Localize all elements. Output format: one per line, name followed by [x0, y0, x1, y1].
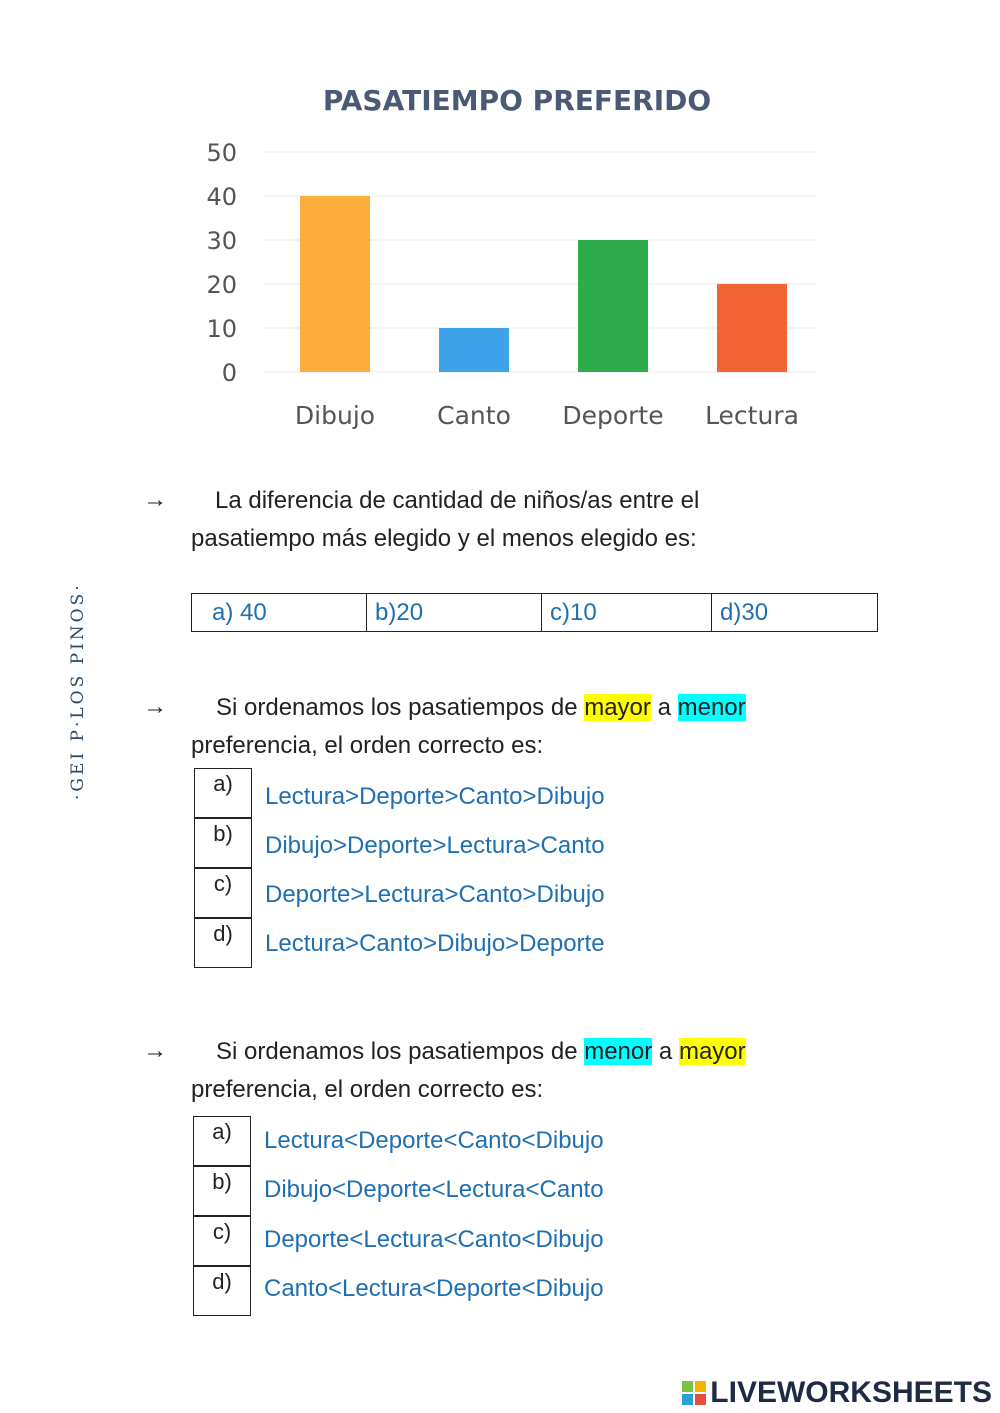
bar-deporte [578, 240, 648, 372]
q3-text-pre: Si ordenamos los pasatiempos de [216, 1038, 578, 1065]
school-side-logo: ·GEI P·LOS PINOS· [68, 582, 88, 800]
q2-option-b-text[interactable]: Dibujo>Deporte>Lectura>Canto [265, 832, 605, 859]
y-tick-label: 40 [206, 183, 237, 211]
q3-highlight-menor: menor [584, 1038, 653, 1065]
q3-option-b-box[interactable]: b) [193, 1166, 251, 1216]
x-tick-label: Deporte [562, 401, 664, 430]
q2-text-pre: Si ordenamos los pasatiempos de [216, 694, 578, 721]
q3-option-d-box[interactable]: d) [193, 1266, 251, 1316]
bar-dibujo [300, 196, 370, 372]
q3-option-c-box[interactable]: c) [193, 1216, 251, 1266]
q1-arrow: → [143, 486, 167, 513]
q2-option-c-box[interactable]: c) [194, 868, 252, 918]
q1-answer-table [191, 593, 878, 632]
q2-option-d-box[interactable]: d) [194, 918, 252, 968]
q1-option-d[interactable]: d)30 [720, 599, 769, 626]
q3-highlight-mayor: mayor [678, 1038, 746, 1065]
y-tick-label: 30 [206, 227, 237, 255]
q1-option-b[interactable]: b)20 [367, 594, 542, 631]
x-tick-label: Dibujo [294, 401, 376, 430]
q2-arrow: → [143, 693, 167, 720]
q2-option-a-box[interactable]: a) [194, 768, 252, 818]
q3-option-a-text[interactable]: Lectura<Deporte<Canto<Dibujo [264, 1127, 604, 1154]
brand-name: LIVEWORKSHEETS [710, 1376, 992, 1409]
q3-option-c-text[interactable]: Deporte<Lectura<Canto<Dibujo [264, 1226, 604, 1253]
q2-highlight-mayor: mayor [584, 694, 651, 721]
bar-canto [439, 328, 509, 372]
y-tick-label: 10 [206, 315, 237, 343]
q3-option-a-box[interactable]: a) [193, 1116, 251, 1166]
q2-option-c-text[interactable]: Deporte>Lectura>Canto>Dibujo [265, 881, 605, 908]
q2-text-mid: a [657, 694, 671, 721]
q2-highlight-menor: menor [677, 694, 746, 721]
x-tick-label: Canto [437, 401, 511, 430]
bar-lectura [717, 284, 787, 372]
q2-option-b-box[interactable]: b) [194, 818, 252, 868]
q2-option-d-text[interactable]: Lectura>Canto>Dibujo>Deporte [265, 930, 605, 957]
q2-text-line1 [216, 689, 746, 727]
q3-text-line2: preferencia, el orden correcto es: [191, 1076, 544, 1103]
x-tick-label: Lectura [705, 401, 799, 430]
y-tick-label: 0 [221, 359, 237, 387]
q3-arrow: → [143, 1037, 167, 1064]
y-tick-label: 50 [206, 139, 237, 167]
q3-text-mid: a [658, 1038, 673, 1065]
q3-option-b-text[interactable]: Dibujo<Deporte<Lectura<Canto [264, 1176, 604, 1203]
q1-text-line1: La diferencia de cantidad de niños/as entre el [215, 487, 700, 514]
q3-text-line1 [216, 1033, 746, 1071]
hobby-bar-chart [180, 70, 840, 450]
q3-option-d-text[interactable]: Canto<Lectura<Deporte<Dibujo [264, 1275, 604, 1302]
q2-option-a-text[interactable]: Lectura>Deporte>Canto>Dibujo [265, 783, 605, 810]
brand-blocks-icon [682, 1381, 706, 1405]
q1-option-c[interactable]: c)10 [542, 594, 712, 631]
chart-title: PASATIEMPO PREFERIDO [322, 84, 712, 117]
liveworksheets-logo [682, 1376, 992, 1410]
y-tick-label: 20 [206, 271, 237, 299]
q2-text-line2: preferencia, el orden correcto es: [191, 732, 544, 759]
q1-option-a[interactable]: a) 40 [192, 594, 367, 631]
q1-text-line2: pasatiempo más elegido y el menos elegido es: [191, 525, 697, 552]
